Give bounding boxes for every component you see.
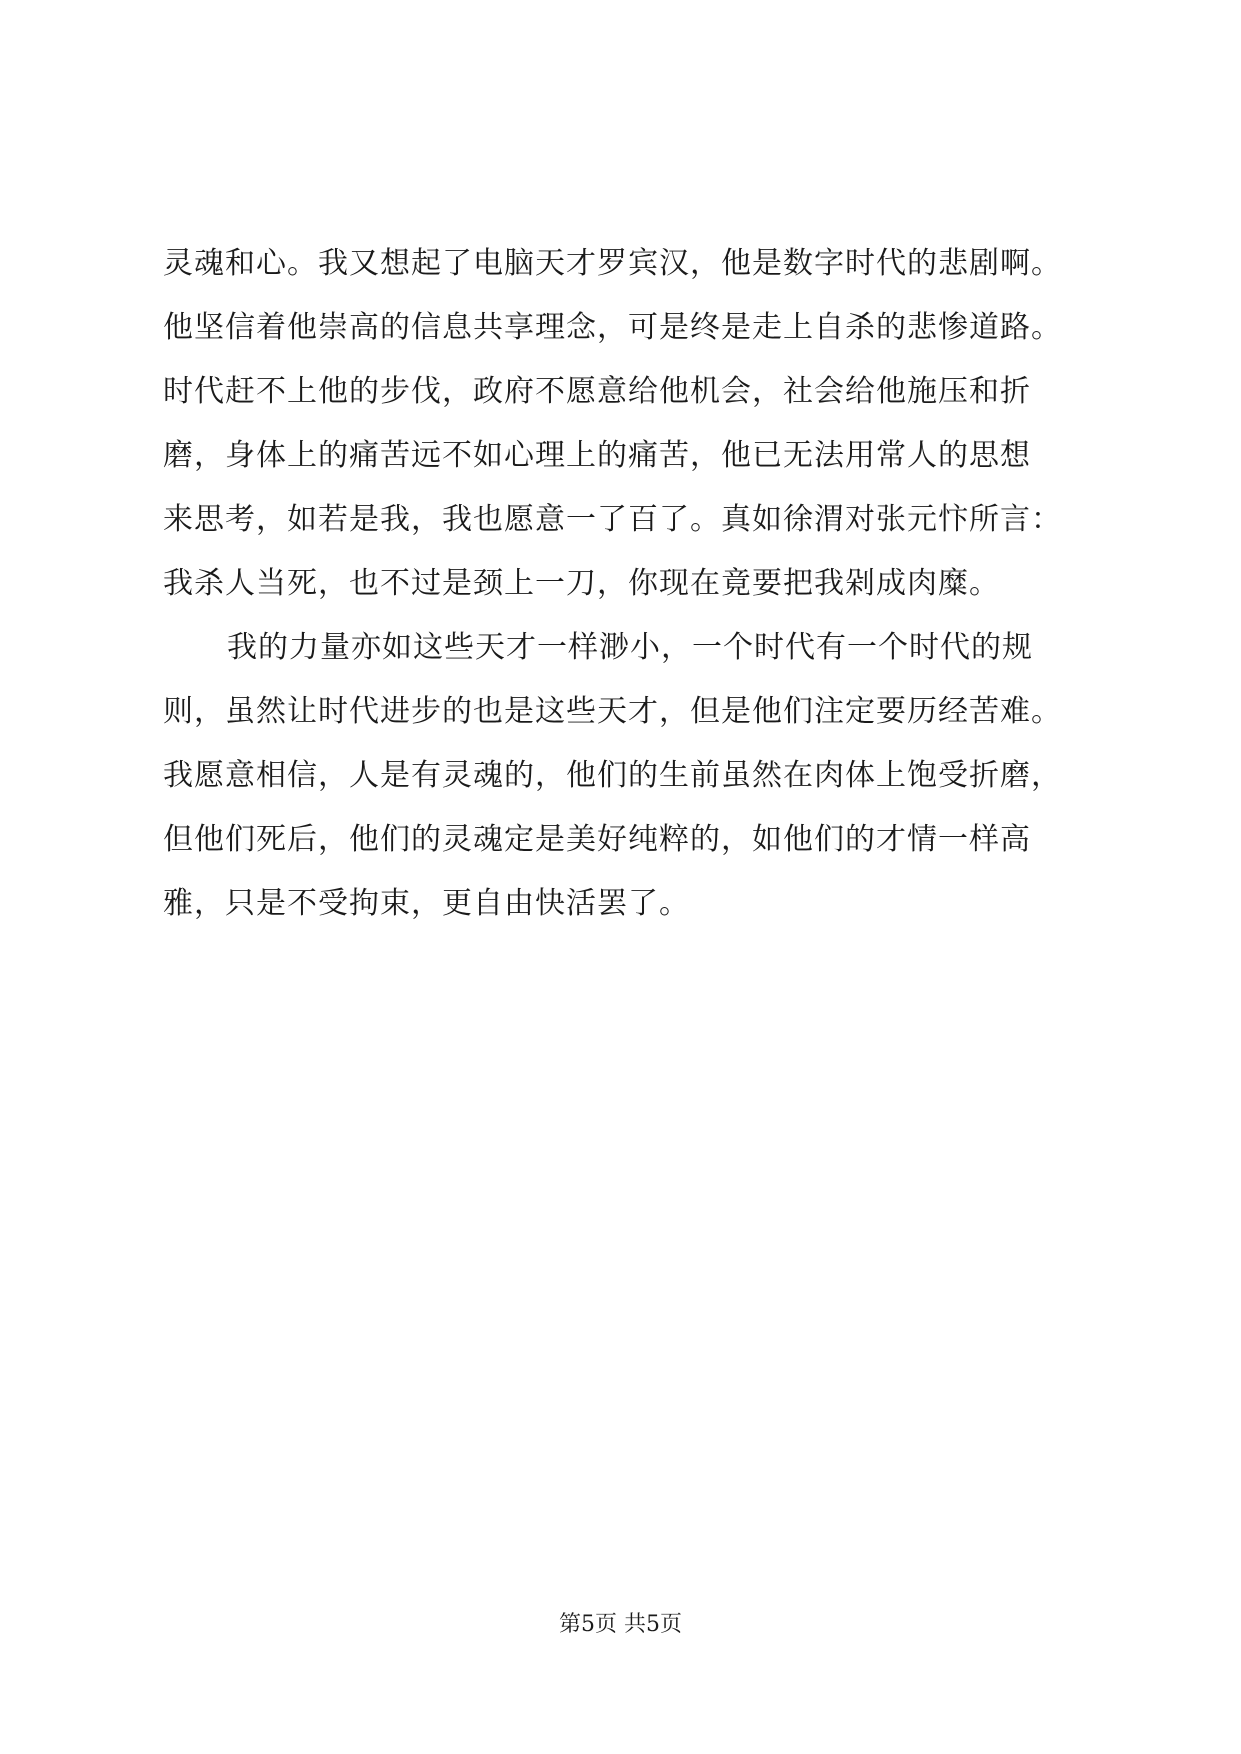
text-line: 我杀人当死，也不过是颈上一刀，你现在竟要把我剁成肉糜。	[163, 566, 1000, 601]
text-line: 灵魂和心。我又想起了电脑天才罗宾汉，他是数字时代的悲剧啊。	[163, 246, 1062, 281]
text-line: 磨，身体上的痛苦远不如心理上的痛苦，他已无法用常人的思想	[163, 438, 1031, 473]
body-text	[163, 232, 1123, 936]
text-line: 雅，只是不受拘束，更自由快活罢了。	[163, 886, 690, 921]
paragraph-start-line: 我的力量亦如这些天才一样渺小，一个时代有一个时代的规	[227, 630, 1033, 665]
text-line: 他坚信着他崇高的信息共享理念，可是终是走上自杀的悲惨道路。	[163, 310, 1062, 345]
text-line: 来思考，如若是我，我也愿意一了百了。真如徐渭对张元忭所言：	[163, 502, 1062, 537]
text-line: 但他们死后，他们的灵魂定是美好纯粹的，如他们的才情一样高	[163, 822, 1031, 857]
text-line: 时代赶不上他的步伐，政府不愿意给他机会，社会给他施压和折	[163, 374, 1031, 409]
text-line: 则，虽然让时代进步的也是这些天才，但是他们注定要历经苦难。	[163, 694, 1062, 729]
text-line: 我愿意相信，人是有灵魂的，他们的生前虽然在肉体上饱受折磨，	[163, 758, 1062, 793]
page-number-footer: 第5页 共5页	[559, 1612, 682, 1637]
